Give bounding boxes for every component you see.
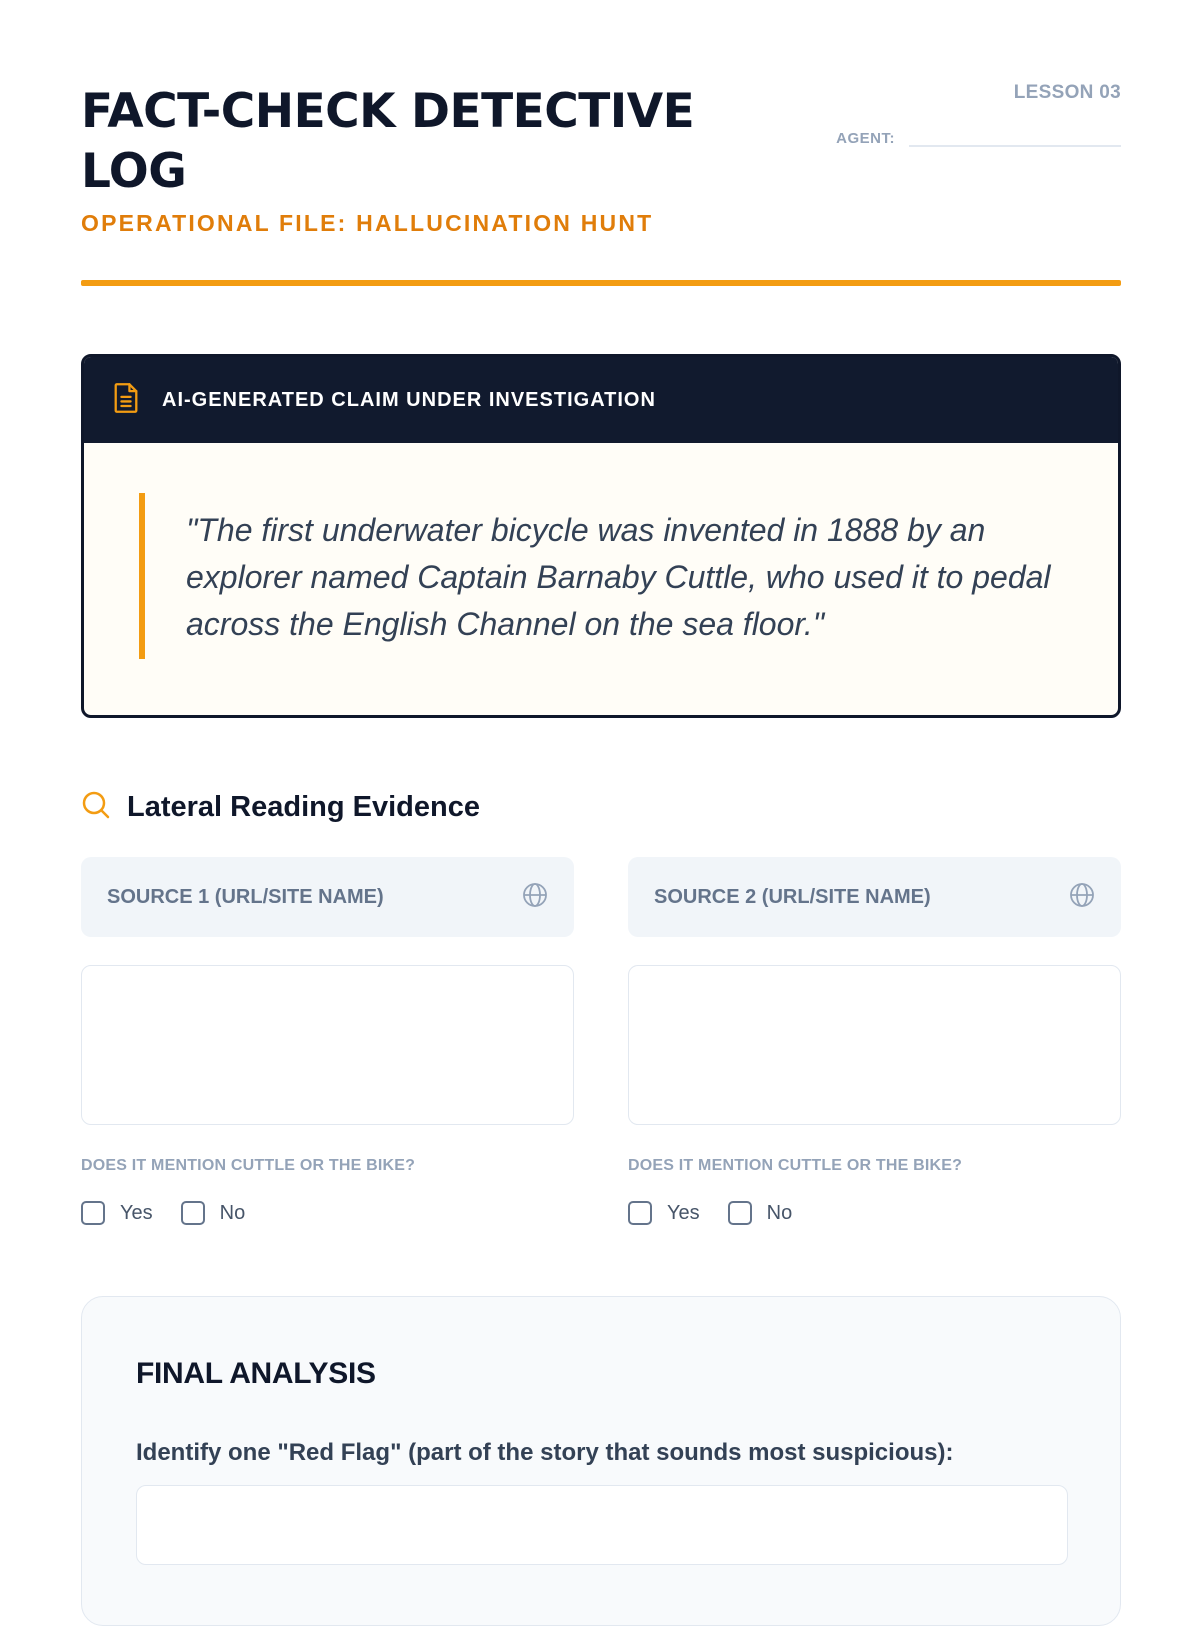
yes-label: Yes xyxy=(120,1201,153,1224)
agent-label: AGENT: xyxy=(836,130,895,147)
red-flag-question: Identify one "Red Flag" (part of the story that sounds most suspicious): xyxy=(136,1439,954,1466)
no-checkbox[interactable] xyxy=(728,1201,752,1225)
header xyxy=(81,0,1121,290)
worksheet xyxy=(81,0,1121,1466)
yes-checkbox[interactable] xyxy=(628,1201,652,1225)
red-flag-input[interactable] xyxy=(136,1485,1068,1565)
source-header xyxy=(81,857,574,937)
agent-name-line[interactable] xyxy=(909,123,1121,147)
quote-accent-bar xyxy=(139,493,145,659)
no-option[interactable] xyxy=(728,1201,793,1225)
agent-field xyxy=(836,123,1121,147)
no-option[interactable] xyxy=(181,1201,246,1225)
source-label: SOURCE 2 (URL/SITE NAME) xyxy=(654,885,931,908)
yes-option[interactable] xyxy=(628,1201,700,1225)
document-icon xyxy=(112,382,162,419)
claim-header-label: AI-GENERATED CLAIM UNDER INVESTIGATION xyxy=(162,388,656,411)
page-title: FACT-CHECK DETECTIVE LOG xyxy=(81,84,695,199)
source-header xyxy=(628,857,1121,937)
no-label: No xyxy=(219,1201,246,1224)
header-divider xyxy=(81,280,1121,286)
mention-question: DOES IT MENTION CUTTLE OR THE BIKE? xyxy=(81,1157,416,1174)
source-notes-box[interactable] xyxy=(628,965,1121,1125)
yes-label: Yes xyxy=(667,1201,700,1224)
globe-icon xyxy=(522,882,548,913)
final-analysis-title: FINAL ANALYSIS xyxy=(136,1357,376,1390)
source-label: SOURCE 1 (URL/SITE NAME) xyxy=(107,885,384,908)
claim-card xyxy=(81,354,1121,718)
source-notes-box[interactable] xyxy=(81,965,574,1125)
globe-icon xyxy=(1069,882,1095,913)
source-column-2 xyxy=(628,857,1121,1225)
lesson-number: LESSON 03 xyxy=(1013,82,1121,103)
source-column-1 xyxy=(81,857,574,1225)
search-icon xyxy=(81,790,127,825)
no-checkbox[interactable] xyxy=(181,1201,205,1225)
yes-checkbox[interactable] xyxy=(81,1201,105,1225)
claim-header xyxy=(84,357,1118,443)
mention-options xyxy=(81,1201,574,1225)
claim-quote: "The first underwater bicycle was invented in 1888 by an explorer named Captain Barnaby Cuttle, who used it to pedal across the English Channel on the sea floor." xyxy=(186,512,1051,642)
yes-option[interactable] xyxy=(81,1201,153,1225)
mention-question: DOES IT MENTION CUTTLE OR THE BIKE? xyxy=(628,1157,963,1174)
final-analysis-card xyxy=(81,1296,1121,1626)
no-label: No xyxy=(766,1201,793,1224)
evidence-heading xyxy=(81,790,480,825)
evidence-title: Lateral Reading Evidence xyxy=(127,791,480,823)
mention-options xyxy=(628,1201,1121,1225)
page-subtitle: OPERATIONAL FILE: HALLUCINATION HUNT xyxy=(81,210,654,236)
